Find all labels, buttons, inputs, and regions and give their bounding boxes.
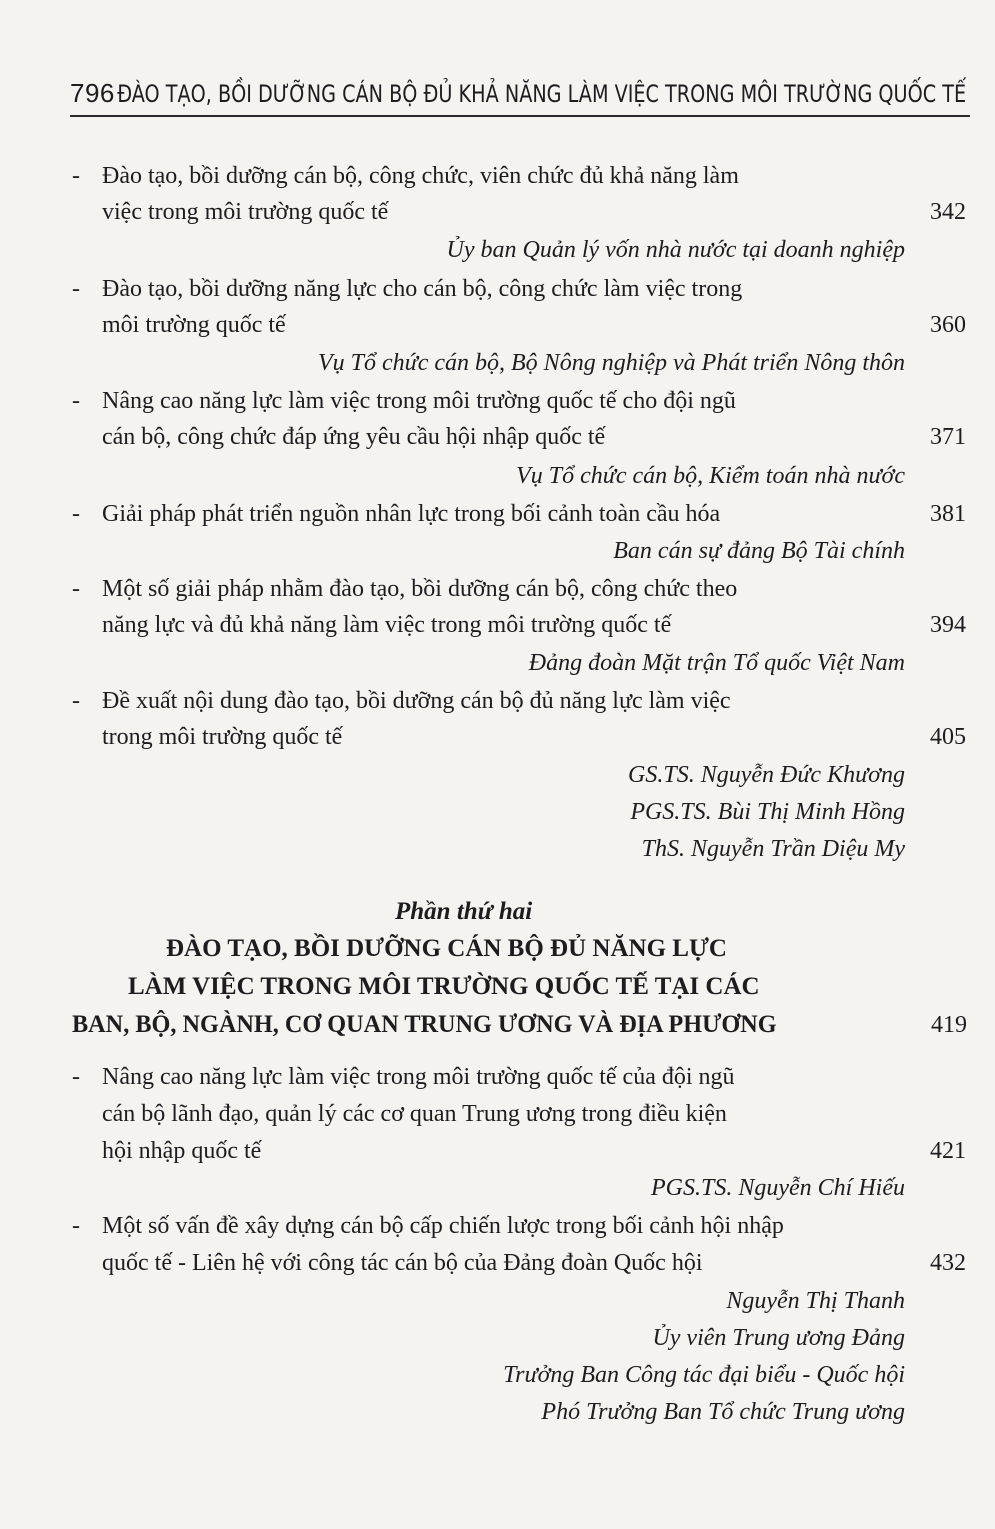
entry-page: 432 — [930, 1250, 966, 1276]
entry-title-line: Một số giải pháp nhằm đào tạo, bồi dưỡng cán bộ, công chức theo — [102, 576, 738, 602]
entry-title-line: quốc tế - Liên hệ với công tác cán bộ của Đảng đoàn Quốc hội — [102, 1250, 703, 1276]
document-page: 796 ĐÀO TẠO, BỒI DƯỠNG CÁN BỘ ĐỦ KHẢ NĂNG LÀM VIỆC TRONG MÔI TRƯỜNG QUỐC TẾ - Đào tạo, bồi dưỡng cán bộ, công chức, viên chức đủ khả năng làm việc trong môi trường quốc tế 342 Ủy ban Quản lý vốn nhà nước tại doanh nghiệp - Đào tạo, bồi dưỡng năng lực cho cán bộ, công chức làm việc trong môi trường quốc tế 360 Vụ Tổ chức cán bộ, Bộ Nông nghiệp và Phát triển Nông thôn - Nâng cao năng lực làm việc trong môi trường quốc tế cho đội ngũ cán bộ, công chức đáp ứng yêu cầu hội nhập quốc tế 371 Vụ Tổ chức cán bộ, Kiểm toán nhà nước - Giải pháp phát triển nguồn nhân lực trong bối cảnh toàn cầu hóa 381 Ban cán sự đảng Bộ Tài chính - Một số giải pháp nhằm đào tạo, bồi dưỡng cán bộ, công chức theo năng lực và đủ khả năng làm việc trong môi trường quốc tế 394 Đảng đoàn Mặt trận Tổ quốc Việt Nam - Đề xuất nội dung đào tạo, bồi dưỡng cán bộ đủ năng lực làm việc trong môi trường quốc tế 405 GS.TS. Nguyễn Đức Khương PGS.TS. Bùi Thị Minh Hồng ThS. Nguyễn Trần Diệu My Phần thứ hai ĐÀO TẠO, BỒI DƯỠNG CÁN BỘ ĐỦ NĂNG LỰC LÀM VIỆC TRONG MÔI TRƯỜNG QUỐC TẾ TẠI CÁC BAN, BỘ, NGÀNH, CƠ QUAN TRUNG ƯƠNG VÀ ĐỊA PHƯƠNG 419 - Nâng cao năng lực làm việc trong môi trường quốc tế của đội ngũ cán bộ lãnh đạo, quản lý các cơ quan Trung ương trong điều kiện hội nhập quốc tế 421 PGS.TS. Nguyễn Chí Hiếu - Một số vấn đề xây dựng cán bộ cấp chiến lược trong bối cảnh hội nhập quốc tế - Liên hệ với công tác cán bộ của Đảng đoàn Quốc hội 432 Nguyễn Thị Thanh Ủy viên Trung ương Đảng Trưởng Ban Công tác đại biểu - Quốc hội Phó Trưởng Ban Tổ chức Trung ương — [0, 0, 995, 1529]
header-rule — [70, 115, 970, 117]
entry-page: 405 — [930, 724, 966, 750]
entry-author: Phó Trưởng Ban Tổ chức Trung ương — [541, 1399, 905, 1425]
entry-author: Trưởng Ban Công tác đại biểu - Quốc hội — [503, 1362, 905, 1388]
entry-title-line: cán bộ lãnh đạo, quản lý các cơ quan Trung ương trong điều kiện — [102, 1101, 727, 1127]
entry-page: 360 — [930, 312, 966, 338]
part-title-line: BAN, BỘ, NGÀNH, CƠ QUAN TRUNG ƯƠNG VÀ ĐỊA PHƯƠNG — [72, 1011, 777, 1038]
entry-page: 394 — [930, 612, 966, 638]
entry-title-line: Nâng cao năng lực làm việc trong môi trường quốc tế cho đội ngũ — [102, 388, 736, 414]
entry-author: Nguyễn Thị Thanh — [726, 1288, 905, 1314]
part-page: 419 — [931, 1012, 967, 1038]
page-header — [70, 78, 970, 118]
entry-page: 421 — [930, 1138, 966, 1164]
entry-title-line: năng lực và đủ khả năng làm việc trong môi trường quốc tế — [102, 612, 672, 638]
entry-title-line: trong môi trường quốc tế — [102, 724, 343, 750]
entry-title-line: hội nhập quốc tế — [102, 1138, 262, 1164]
running-title: ĐÀO TẠO, BỒI DƯỠNG CÁN BỘ ĐỦ KHẢ NĂNG LÀM VIỆC TRONG MÔI TRƯỜNG QUỐC TẾ — [117, 80, 966, 108]
entry-author: Ban cán sự đảng Bộ Tài chính — [613, 538, 905, 564]
entry-author: Ủy ban Quản lý vốn nhà nước tại doanh nghiệp — [446, 237, 905, 263]
entry-author: PGS.TS. Nguyễn Chí Hiếu — [651, 1175, 905, 1201]
entry-author: GS.TS. Nguyễn Đức Khương — [628, 762, 905, 788]
entry-title-line: Đào tạo, bồi dưỡng năng lực cho cán bộ, công chức làm việc trong — [102, 276, 743, 302]
entry-page: 381 — [930, 501, 966, 527]
entry-title-line: Đề xuất nội dung đào tạo, bồi dưỡng cán bộ đủ năng lực làm việc — [102, 688, 731, 714]
entry-title-line: Một số vấn đề xây dựng cán bộ cấp chiến lược trong bối cảnh hội nhập — [102, 1213, 784, 1239]
entry-author: ThS. Nguyễn Trần Diệu My — [641, 836, 905, 862]
part-title-line: LÀM VIỆC TRONG MÔI TRƯỜNG QUỐC TẾ TẠI CÁC — [128, 973, 760, 1000]
entry-author: Vụ Tổ chức cán bộ, Bộ Nông nghiệp và Phát triển Nông thôn — [317, 350, 905, 376]
entry-title-line: môi trường quốc tế — [102, 312, 286, 338]
entry-title-line: cán bộ, công chức đáp ứng yêu cầu hội nhập quốc tế — [102, 424, 606, 450]
entry-author: PGS.TS. Bùi Thị Minh Hồng — [630, 799, 905, 825]
entry-title-line: Đào tạo, bồi dưỡng cán bộ, công chức, viên chức đủ khả năng làm — [102, 163, 739, 189]
entry-title-line: việc trong môi trường quốc tế — [102, 199, 389, 225]
entry-author: Vụ Tổ chức cán bộ, Kiểm toán nhà nước — [516, 463, 905, 489]
entry-page: 342 — [930, 199, 966, 225]
part-title-line: ĐÀO TẠO, BỒI DƯỠNG CÁN BỘ ĐỦ NĂNG LỰC — [166, 935, 727, 962]
entry-title-line: Giải pháp phát triển nguồn nhân lực trong bối cảnh toàn cầu hóa — [102, 501, 721, 527]
entry-author: Ủy viên Trung ương Đảng — [652, 1325, 905, 1351]
page-number: 796 — [70, 78, 115, 108]
entry-author: Đảng đoàn Mặt trận Tổ quốc Việt Nam — [528, 650, 905, 676]
entry-page: 371 — [930, 424, 966, 450]
entry-title-line: Nâng cao năng lực làm việc trong môi trường quốc tế của đội ngũ — [102, 1064, 735, 1090]
part-label: Phần thứ hai — [395, 898, 533, 925]
